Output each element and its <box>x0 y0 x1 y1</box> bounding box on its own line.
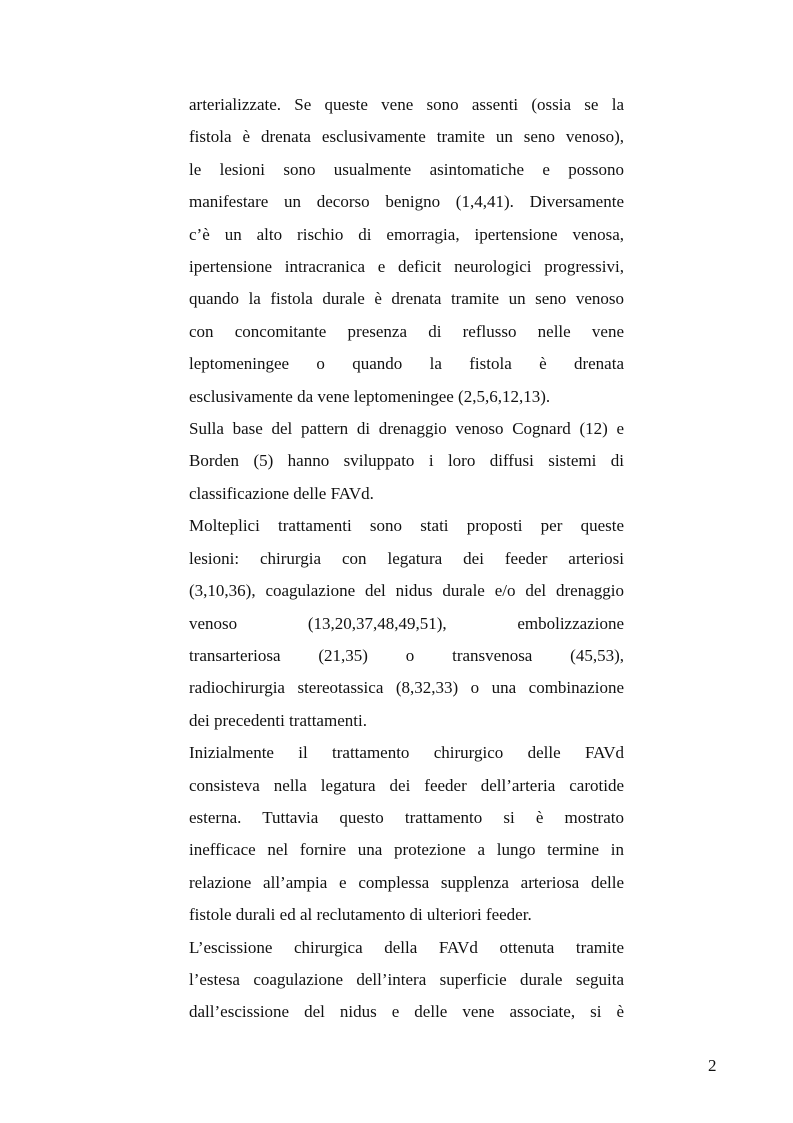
text-line: quando la fistola durale è drenata tramite un seno venoso <box>189 289 624 309</box>
text-line: L’escissione chirurgica della FAVd ottenuta tramite <box>189 937 624 957</box>
text-line: leptomeningee o quando la fistola è drenata <box>189 354 624 374</box>
text-line: arterializzate. Se queste vene sono assenti (ossia se la <box>189 95 624 114</box>
text-line: Inizialmente il trattamento chirurgico delle FAVd <box>189 743 624 763</box>
text-line: manifestare un decorso benigno (1,4,41). Diversamente <box>189 192 624 212</box>
text-line: dall’escissione del nidus e delle vene associate, si è <box>189 1002 624 1022</box>
page-body <box>189 89 624 1029</box>
text-line: lesioni: chirurgia con legatura dei feeder arteriosi <box>189 548 624 568</box>
text-line: transarteriosa (21,35) o transvenosa (45,53), <box>189 645 624 665</box>
text-line: Borden (5) hanno sviluppato i loro diffusi sistemi di <box>189 451 624 471</box>
paragraph-5 <box>189 932 624 1029</box>
text-line: esclusivamente da vene leptomeningee (2,5,6,12,13). <box>189 386 551 406</box>
text-line: ipertensione intracranica e deficit neurologici progressivi, <box>189 257 624 277</box>
text-line: inefficace nel fornire una protezione a lungo termine in <box>189 840 624 860</box>
text-line: (3,10,36), coagulazione del nidus durale e/o del drenaggio <box>189 581 624 601</box>
text-line: Sulla base del pattern di drenaggio venoso Cognard (12) e <box>189 419 624 439</box>
text-line: con concomitante presenza di reflusso nelle vene <box>189 321 624 341</box>
page-number: 2 <box>708 1056 717 1075</box>
text-line: l’estesa coagulazione dell’intera superficie durale seguita <box>189 969 624 989</box>
text-line: Molteplici trattamenti sono stati proposti per queste <box>189 516 624 536</box>
text-line: fistola è drenata esclusivamente tramite un seno venoso), <box>189 127 624 147</box>
text-line: le lesioni sono usualmente asintomatiche e possono <box>189 159 624 179</box>
text-line: venoso (13,20,37,48,49,51), embolizzazione <box>189 613 624 633</box>
text-line: dei precedenti trattamenti. <box>189 710 367 730</box>
text-line: esterna. Tuttavia questo trattamento si è mostrato <box>189 807 624 827</box>
text-line: relazione all’ampia e complessa supplenza arteriosa delle <box>189 872 624 892</box>
text-line: consisteva nella legatura dei feeder dell’arteria carotide <box>189 775 624 795</box>
paragraph-4 <box>189 737 624 931</box>
text-line: classificazione delle FAVd. <box>189 483 374 503</box>
text-line: radiochirurgia stereotassica (8,32,33) o una combinazione <box>189 678 624 698</box>
paragraph-1 <box>189 89 624 413</box>
text-line: c’è un alto rischio di emorragia, ipertensione venosa, <box>189 224 624 244</box>
paragraph-3 <box>189 510 624 737</box>
text-line: fistole durali ed al reclutamento di ulteriori feeder. <box>189 905 532 925</box>
paragraph-2 <box>189 413 624 510</box>
